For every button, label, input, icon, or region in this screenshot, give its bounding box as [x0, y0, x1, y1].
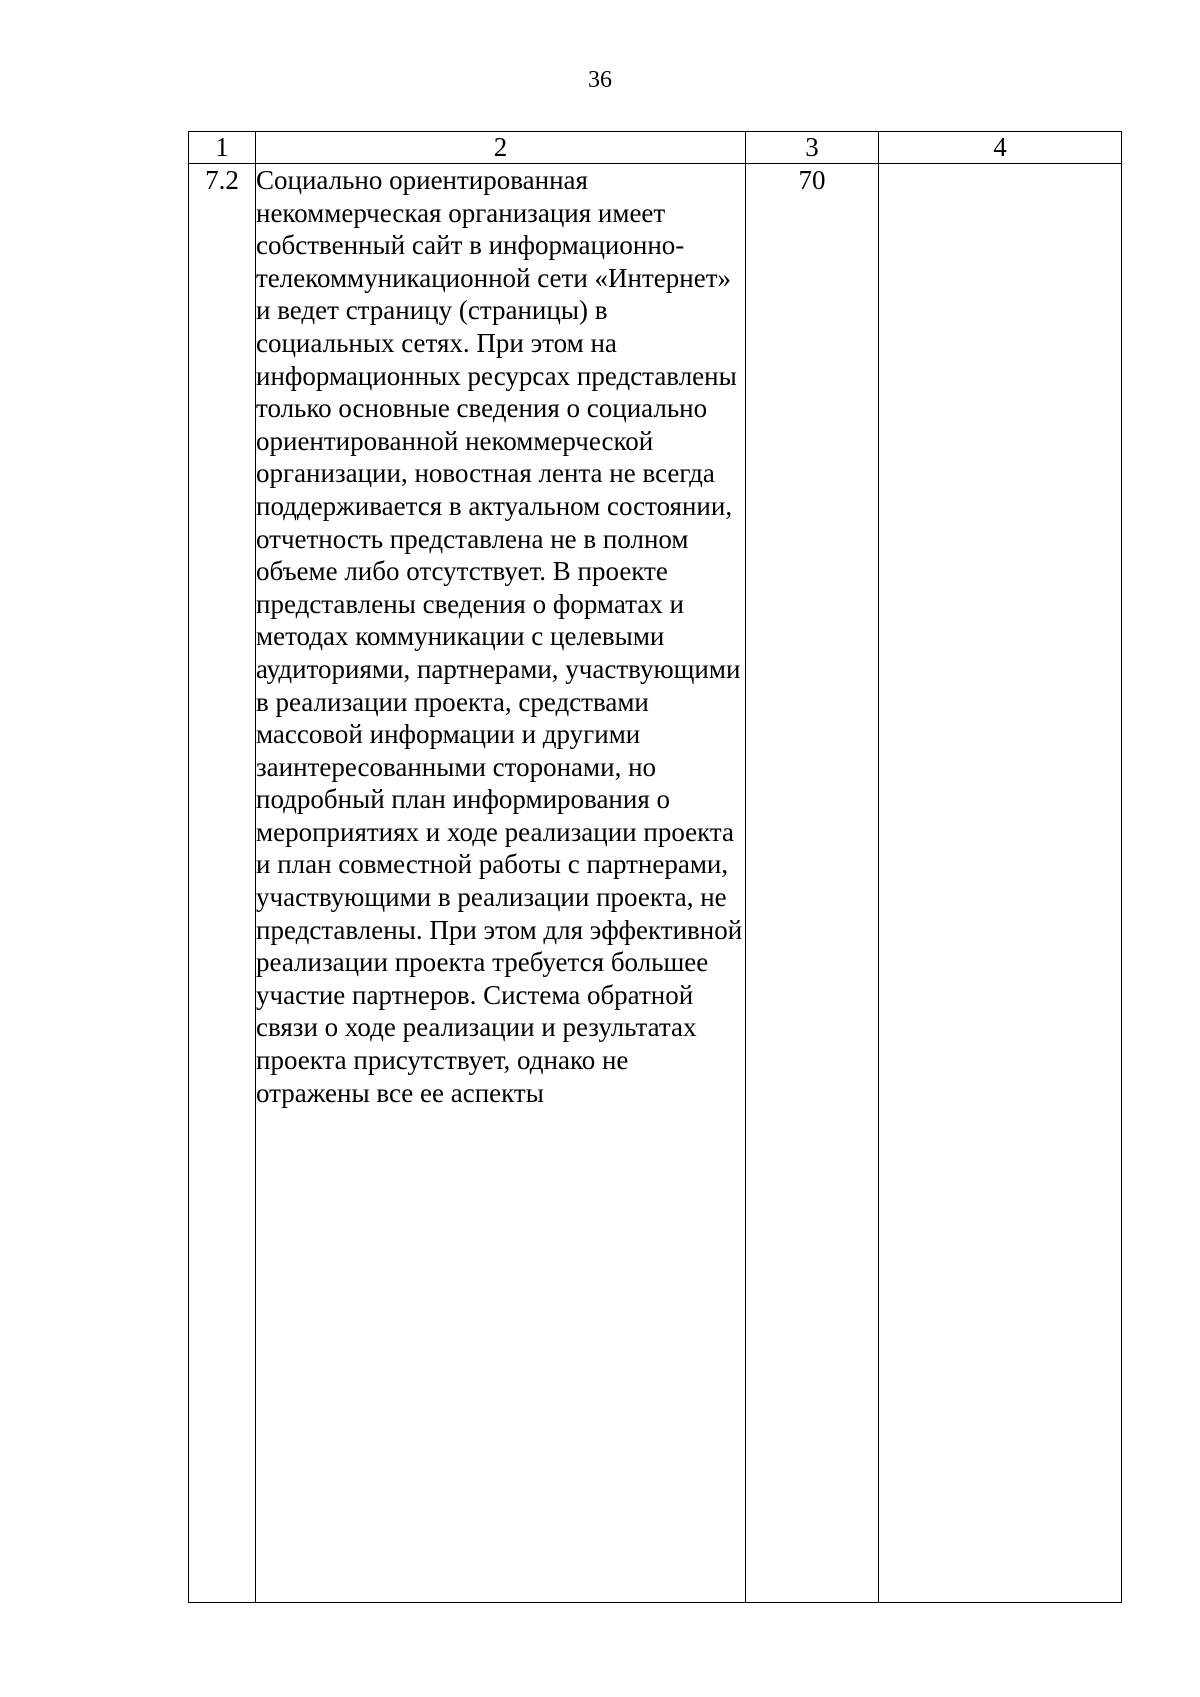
row-description-cell: Социально ориентированная некоммерческая организация имеет собственный сайт в информационно-телекоммуникационной сети «Интернет» и ведет страницу (страницы) в социальных сетях. При этом на информационных ресурсах представлены только основные сведения о социально ориентированной некоммерческой организации, новостная лента не всегда поддерживается в актуальном состоянии, отчетность представлена не в полном объеме либо отсутствует. В проекте представлены сведения о форматах и методах коммуникации с целевыми аудиториями, партнерами, участвующими в реализации проекта, средствами массовой информации и другими заинтересованными сторонами, но подробный план информирования о мероприятиях и ходе реализации проекта и план совместной работы с партнерами, участвующими в реализации проекта, не представлены. При этом для эффективной реализации проекта требуется большее участие партнеров. Система обратной связи о ходе реализации и результатах проекта присутствует, однако не отражены все ее аспекты — [256, 164, 746, 1603]
table-header-row — [189, 132, 1122, 164]
row-score-cell: 70 — [746, 164, 879, 1603]
page-number: 36 — [588, 67, 612, 93]
column-header-2: 2 — [256, 132, 746, 164]
column-header-3: 3 — [746, 132, 879, 164]
row-number-cell: 7.2 — [189, 164, 256, 1603]
column-header-1: 1 — [189, 132, 256, 164]
row-note-cell — [879, 164, 1122, 1603]
table-row — [189, 164, 1122, 1603]
column-header-4: 4 — [879, 132, 1122, 164]
criteria-table — [188, 131, 1122, 1603]
